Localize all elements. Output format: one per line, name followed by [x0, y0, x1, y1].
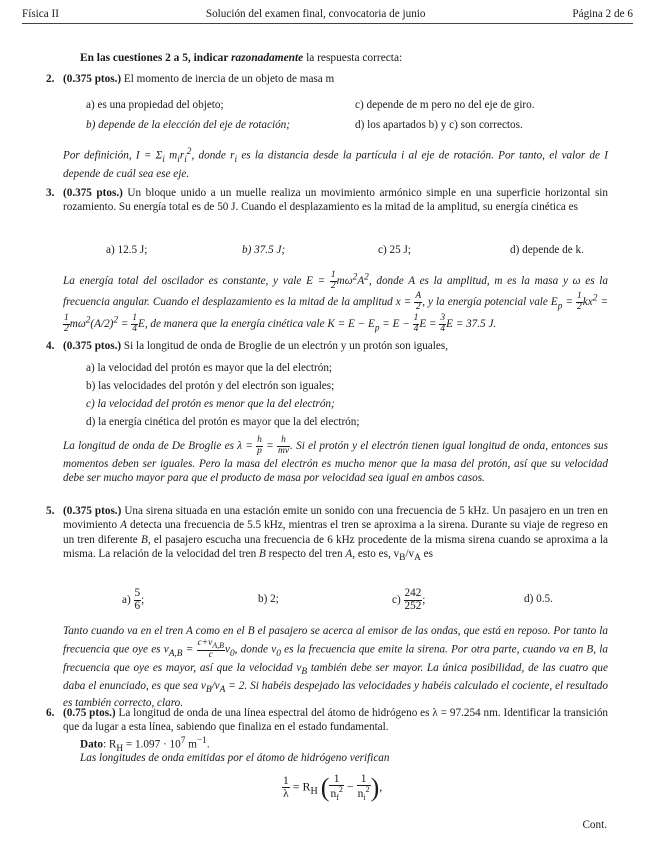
q3-option-b: b) 37.5 J;	[242, 244, 286, 256]
q2-option-d: d) los apartados b) y c) son correctos.	[355, 119, 523, 131]
q2-answer: Por definición, $I = \Sigma_i$ $m_ir_i^2$, donde $r_i$ es la distancia desde la partícula i al eje de rotación. Por tanto, el valor de I depende de cuál sea ese eje.	[63, 147, 608, 180]
page-header	[22, 7, 633, 24]
question-6: 6. (0.75 ptos.) La longitud de onda de una línea espectral del átomo de hidrógeno es λ = 97.254 nm. Identificar la transición que da lugar a esta línea, sabiendo que finaliza en el estado fundamental.	[46, 707, 609, 734]
q3-answer: La energía total del oscilador es constante, y vale E = $\frac{1}{2}$ $m\omega^2A^2$, donde A es la amplitud, m es la masa y ω es la frecuencia angular. Cuando el desplazamiento es la mitad de la amplitud x = $\frac{A}{2}$ , y la energía potencial vale $E_p$ = $\frac{1}{2}$ $kx^2$ = $\frac{1}{2}$ $m\omega^2(A/2)^2$ = $\frac{1}{4}$ E, de manera que la energía cinética vale $K = E - E_p = E$ − $\frac{1}{4}$ E = $\frac{3}{4}$ E = 37.5 J.	[63, 270, 608, 334]
question-2: 2. (0.375 ptos.) El momento de inercia de un objeto de masa m	[46, 73, 335, 85]
continued-label: Cont.	[582, 819, 607, 831]
instructions: En las cuestiones 2 a 5, indicar razonadamente la respuesta correcta:	[80, 52, 403, 64]
q2-option-a: a) es una propiedad del objeto;	[86, 99, 224, 111]
q6-data: Dato: $R_H = 1.097 \cdot 10^7$ $m^{-1}$.	[80, 736, 210, 754]
question-4: 4. (0.375 ptos.) Si la longitud de onda de Broglie de un electrón y un protón son iguales,	[46, 340, 448, 352]
q6-answer: Las longitudes de onda emitidas por el átomo de hidrógeno verifican	[80, 752, 390, 764]
q4-answer: La longitud de onda de De Broglie es λ = $\frac{h}{p}$ = $\frac{h}{mv}$ . Si el protón y el electrón tienen igual longitud de onda, entonces sus momentos deben ser iguales. Pero la masa del electrón es mucho menor que la masa del protón, así que su velocidad debe ser mucho mayor para que el producto de masa por velocidad sea igual en ambos casos.	[63, 435, 608, 485]
q5-option-b: b) 2;	[258, 593, 279, 605]
q3-option-a: a) 12.5 J;	[106, 244, 148, 256]
q5-option-a: a) $\frac{5}{6}$ ;	[122, 587, 145, 612]
question-3: 3. (0.375 ptos.) Un bloque unido a un muelle realiza un movimiento armónico simple en una superficie horizontal sin rozamiento. Su energía total es de 50 J. Cuando el desplazamiento es la mitad de la amplitud, su energía cinética es	[46, 187, 609, 214]
question-5: 5. (0.375 ptos.) Una sirena situada en una estación emite un sonido con una frecuencia de 5 kHz. Un pasajero en un tren en movimiento A detecta una frecuencia de 5.5 kHz, mientras el tren se aproxima a la sirena. Durante su viaje de regreso en un tren diferente B, el pasajero escucha una frecuencia de 6 kHz procedente de la misma sirena cuando se aproxima a la misma. La relación de la velocidad del tren B respecto del tren A, esto es, $v_B/v_A$ es	[46, 505, 608, 564]
q5-answer: Tanto cuando va en el tren A como en el B el pasajero se acerca al emisor de las ondas, que está en reposo. Por tanto la frecuencia que oye es $\nu_{A,B}$ = $\frac{c+v_{A,B}}{c}$ $\nu_0$, donde $\nu_0$ es la frecuencia que emite la sirena. Por otra parte, cuando va en B, la frecuencia que oye es mayor, así que la velocidad $v_B$ también debe ser mayor. La única posibilidad, de las cuatro que daba el enunciado, es que sea $v_B/v_A = 2$. Si habéis despejado las velocidades y habéis calculado el cociente, el resultado es también correcto, claro.	[63, 625, 609, 710]
q3-option-d: d) depende de k.	[510, 244, 584, 256]
q4-option-d: d) la energía cinética del protón es mayor que la del electrón;	[86, 416, 360, 428]
q5-option-d: d) 0.5.	[524, 593, 553, 605]
q2-option-b: b) depende de la elección del eje de rotación;	[86, 119, 290, 131]
header-title: Solución del examen final, convocatoria de junio	[205, 8, 426, 20]
q3-option-c: c) 25 J;	[378, 244, 411, 256]
q2-option-c: c) depende de m pero no del eje de giro.	[355, 99, 535, 111]
header-page-number: Página 2 de 6	[572, 8, 633, 20]
q4-option-c: c) la velocidad del protón es menor que la del electrón;	[86, 398, 335, 410]
q4-option-a: a) la velocidad del protón es mayor que la del electrón;	[86, 362, 333, 374]
rydberg-equation: $\frac{1}{\lambda}$ = $R_H$ ( $\frac{1}{n_f^2}$ − $\frac{1}{n_i^2}$ ),	[283, 772, 383, 803]
q5-option-c: c) $\frac{242}{252}$ ;	[392, 587, 426, 612]
q4-option-b: b) las velocidades del protón y del electrón son iguales;	[86, 380, 335, 392]
header-course: Física II	[22, 8, 59, 20]
